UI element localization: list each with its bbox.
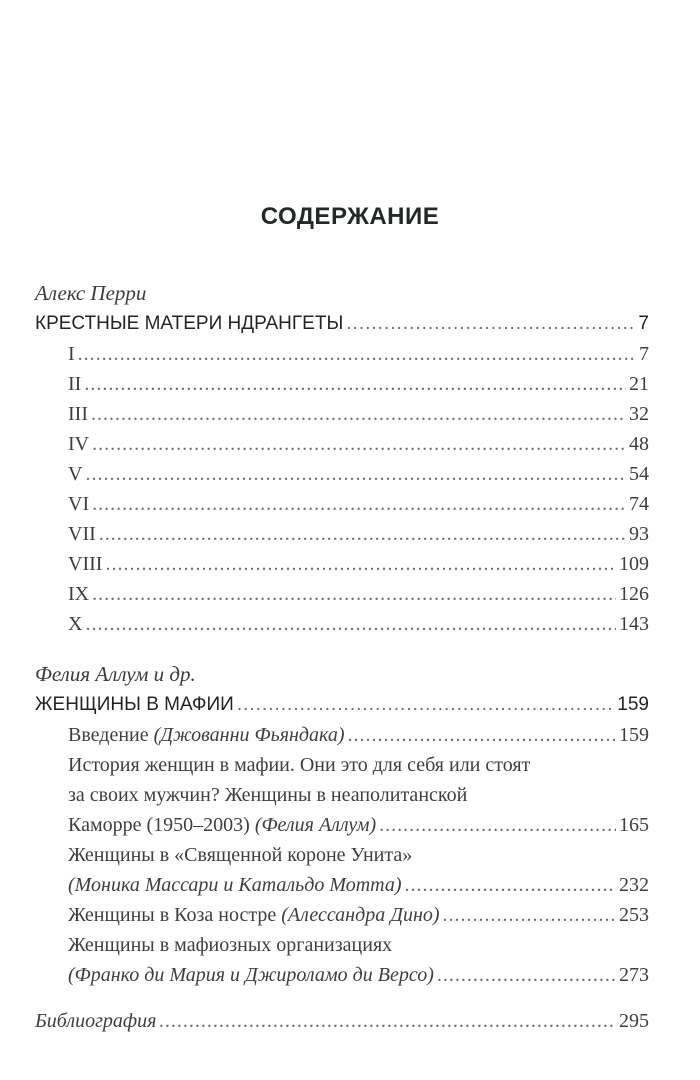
entry-title-line: Женщины в мафиозных организациях	[68, 934, 393, 956]
spacer	[35, 639, 649, 659]
toc-entry-line	[35, 750, 649, 780]
part2-title: ЖЕНЩИНЫ В МАФИИ	[35, 694, 234, 715]
entry-author: (Франко ди Мария и Джироламо ди Версо)	[68, 964, 434, 986]
leader-dots	[105, 549, 616, 579]
page-number: 48	[629, 433, 649, 455]
leader-dots	[91, 399, 626, 429]
leader-dots	[99, 519, 626, 549]
leader-dots	[346, 309, 635, 339]
toc-chapter[interactable]	[35, 369, 649, 399]
toc-entry-part1[interactable]	[35, 309, 649, 339]
toc-entry[interactable]	[35, 810, 649, 840]
chapter-label: VII	[68, 523, 96, 545]
page-number: 126	[619, 583, 649, 605]
toc-entry-line	[35, 840, 649, 870]
entry-title-line: за своих мужчин? Женщины в неаполитанской	[68, 784, 468, 806]
page-number: 109	[619, 553, 649, 575]
chapter-label: VIII	[68, 553, 103, 575]
leader-dots	[85, 459, 626, 489]
chapter-label: II	[68, 373, 82, 395]
chapter-label: III	[68, 403, 88, 425]
table-of-contents	[35, 278, 649, 1036]
entry-author: (Фелия Аллум)	[254, 814, 377, 836]
toc-entry[interactable]	[35, 900, 649, 930]
part1-title: КРЕСТНЫЕ МАТЕРИ НДРАНГЕТЫ	[35, 313, 344, 334]
toc-entry-line	[35, 780, 649, 810]
leader-dots	[237, 690, 614, 720]
page-number: 54	[629, 463, 649, 485]
chapter-label: X	[68, 613, 83, 635]
toc-chapter[interactable]	[35, 609, 649, 639]
page-number: 93	[629, 523, 649, 545]
chapter-label: I	[68, 343, 75, 365]
leader-dots	[437, 960, 616, 990]
entry-title: Женщины в Коза ностре	[68, 904, 277, 926]
leader-dots	[159, 1006, 616, 1036]
page-number: 143	[619, 613, 649, 635]
chapter-label: IX	[68, 583, 90, 605]
toc-chapter[interactable]	[35, 519, 649, 549]
chapter-label: IV	[68, 433, 90, 455]
page-title: СОДЕРЖАНИЕ	[260, 203, 440, 230]
page-number: 159	[617, 694, 649, 715]
toc-entry-bibliography[interactable]	[35, 1006, 649, 1036]
bibliography-label: Библиография	[35, 1010, 157, 1032]
toc-entry[interactable]	[35, 870, 649, 900]
page-number: 21	[629, 373, 649, 395]
leader-dots	[348, 720, 616, 750]
page-number: 232	[619, 874, 649, 896]
leader-dots	[85, 609, 616, 639]
page-number: 295	[619, 1010, 649, 1032]
leader-dots	[92, 579, 616, 609]
leader-dots	[443, 900, 616, 930]
toc-chapter[interactable]	[35, 579, 649, 609]
leader-dots	[379, 810, 616, 840]
toc-chapter[interactable]	[35, 459, 649, 489]
toc-entry-line	[35, 930, 649, 960]
leader-dots	[84, 369, 626, 399]
toc-chapter[interactable]	[35, 489, 649, 519]
part1-author: Алекс Перри	[35, 281, 147, 305]
spacer	[35, 990, 649, 1006]
entry-author: (Джованни Фьяндака)	[153, 724, 345, 746]
chapter-label: V	[68, 463, 83, 485]
leader-dots	[92, 429, 626, 459]
leader-dots	[92, 489, 626, 519]
toc-entry[interactable]	[35, 960, 649, 990]
entry-title: Каморре (1950–2003)	[68, 814, 250, 836]
entry-author: (Моника Массари и Катальдо Мотта)	[68, 874, 402, 896]
toc-chapter[interactable]	[35, 429, 649, 459]
page-number: 253	[619, 904, 649, 926]
part2-author: Фелия Аллум и др.	[35, 662, 196, 686]
toc-entry[interactable]	[35, 720, 649, 750]
page-number: 74	[629, 493, 649, 515]
entry-title-line: История женщин в мафии. Они это для себя или стоят	[68, 754, 531, 776]
toc-chapter[interactable]	[35, 339, 649, 369]
page-number: 32	[629, 403, 649, 425]
chapter-label: VI	[68, 493, 90, 515]
page-number: 165	[619, 814, 649, 836]
page-number: 7	[639, 343, 649, 365]
toc-chapter[interactable]	[35, 549, 649, 579]
leader-dots	[405, 870, 616, 900]
page-number: 7	[638, 313, 649, 334]
toc-entry-part2[interactable]	[35, 690, 649, 720]
page-number: 273	[619, 964, 649, 986]
entry-author: (Алессандра Дино)	[281, 904, 440, 926]
entry-title: Введение	[68, 724, 149, 746]
toc-chapter[interactable]	[35, 399, 649, 429]
entry-title-line: Женщины в «Священной короне Унита»	[68, 844, 413, 866]
page-number: 159	[619, 724, 649, 746]
leader-dots	[78, 339, 636, 369]
